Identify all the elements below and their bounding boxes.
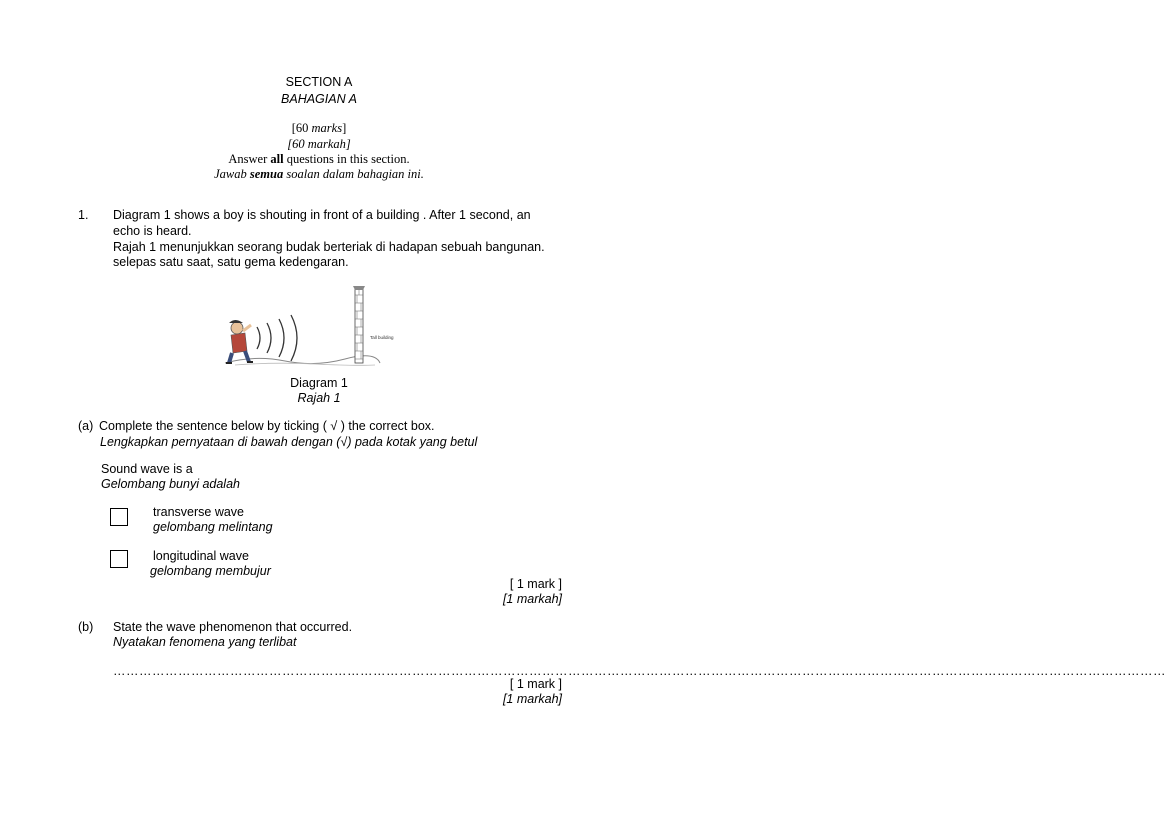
tall-building	[353, 286, 365, 363]
option-longitudinal-ms: gelombang membujur	[150, 564, 271, 578]
answer-line[interactable]: ………………………………………………………………………………………………………………………………………………………………………………………………………………………	[113, 664, 1166, 678]
question-text-ms-2: selepas satu saat, satu gema kedengaran.	[113, 255, 349, 269]
figure-label: Tall building	[370, 335, 394, 340]
part-b-mark-ms: [1 markah]	[502, 692, 562, 706]
instruction-ms: Jawab semua soalan dalam bahagian ini.	[214, 167, 424, 181]
part-a-instruction-ms: Lengkapkan pernyataan di bawah dengan (√) pada kotak yang betul	[100, 435, 478, 449]
option-transverse-ms: gelombang melintang	[153, 520, 273, 534]
part-a-stem-en: Sound wave is a	[101, 462, 193, 476]
section-title: SECTION A	[285, 75, 353, 89]
question-number: 1.	[78, 208, 89, 222]
question-text-en-1: Diagram 1 shows a boy is shouting in front of a building . After 1 second, an	[113, 208, 531, 222]
checkbox-transverse[interactable]	[110, 508, 128, 526]
sound-waves	[257, 315, 297, 361]
part-a-instruction-en: Complete the sentence below by ticking ( √ ) the correct box.	[99, 419, 435, 433]
part-a-stem-ms: Gelombang bunyi adalah	[101, 477, 240, 491]
part-b-mark-en: [ 1 mark ]	[509, 677, 562, 691]
boy-figure	[226, 320, 253, 363]
section-title-ms: BAHAGIAN A	[281, 92, 357, 106]
question-text-en-2: echo is heard.	[113, 224, 192, 238]
part-a-mark-ms: [1 markah]	[502, 592, 562, 606]
checkbox-longitudinal[interactable]	[110, 550, 128, 568]
option-transverse-en: transverse wave	[153, 505, 245, 519]
part-b-instruction-en: State the wave phenomenon that occurred.	[113, 620, 353, 634]
instruction-en: Answer all questions in this section.	[228, 152, 410, 166]
option-longitudinal-en: longitudinal wave	[153, 549, 249, 563]
part-b-label: (b)	[78, 620, 94, 634]
part-a-mark-en: [ 1 mark ]	[509, 577, 562, 591]
diagram-caption-ms: Rajah 1	[297, 391, 341, 405]
part-b-instruction-ms: Nyatakan fenomena yang terlibat	[113, 635, 297, 649]
diagram-boy-building	[215, 283, 405, 373]
marks-total-ms: [60 markah]	[287, 137, 351, 151]
part-a-label: (a)	[78, 419, 94, 433]
question-text-ms-1: Rajah 1 menunjukkan seorang budak berteriak di hadapan sebuah bangunan.	[113, 240, 545, 254]
marks-total: [60 marks]	[291, 121, 347, 135]
diagram-caption-en: Diagram 1	[290, 376, 348, 390]
